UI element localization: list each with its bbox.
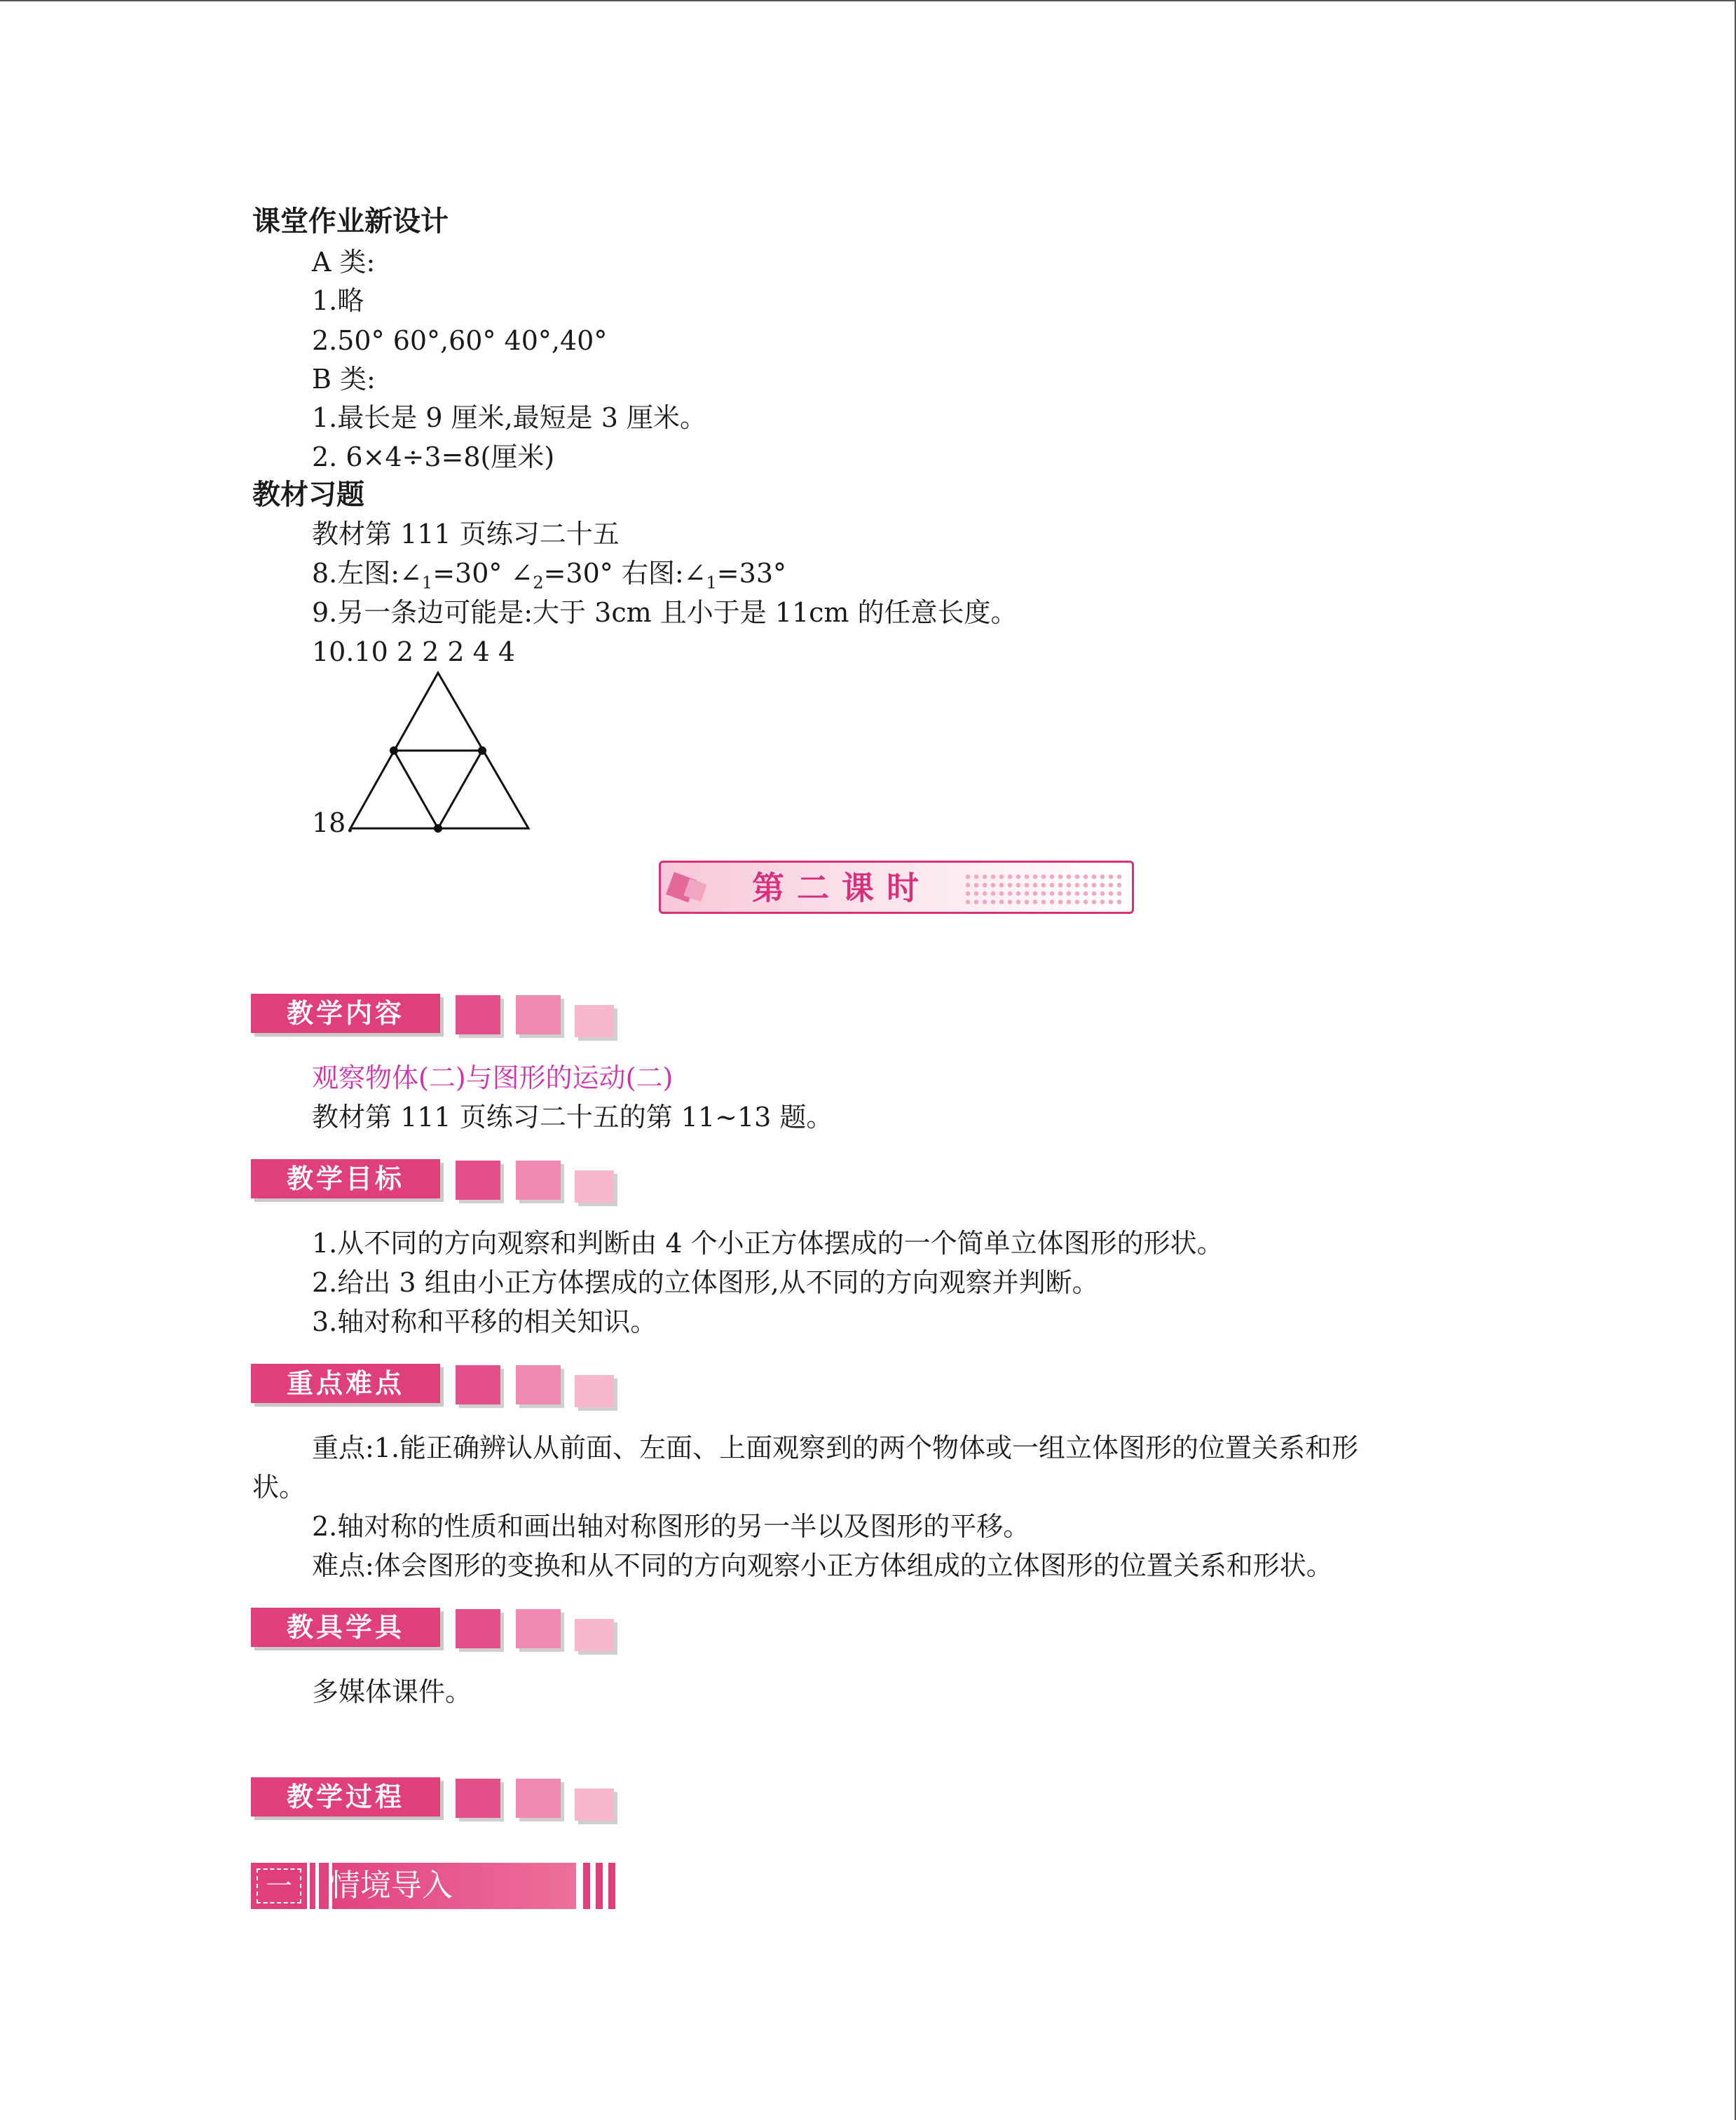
square-decoration	[456, 995, 500, 1034]
section-label: 重点难点	[251, 1364, 440, 1403]
homework-a-label: A 类:	[312, 247, 376, 278]
section-header-content	[251, 990, 622, 1039]
homework-a2: 2.50° 60°,60° 40°,40°	[312, 325, 608, 356]
exercises-line1: 教材第 111 页练习二十五	[312, 519, 620, 549]
right-midpoint-dot	[478, 746, 486, 755]
step-tail-bar	[608, 1863, 615, 1909]
section-label: 教学过程	[251, 1777, 440, 1817]
square-decoration	[516, 995, 561, 1034]
square-decoration	[575, 1375, 614, 1407]
square-decoration	[575, 1619, 614, 1651]
lesson-banner	[659, 861, 1134, 914]
section-label: 教具学具	[251, 1608, 440, 1647]
content-line2: 教材第 111 页练习二十五的第 11~13 题。	[312, 1102, 833, 1133]
triangle-figure	[343, 666, 540, 834]
exercises-line8: 8.左图$:\angle_1=30^\circ$ $\angle_2=30^\circ$ 右图$:\angle_1=33^\circ$	[312, 558, 786, 593]
tools-line1: 多媒体课件。	[312, 1676, 472, 1707]
banner-dot-pattern	[964, 873, 1125, 905]
step-banner	[251, 1863, 636, 1909]
inner-triangle	[394, 751, 482, 828]
section-header-goals	[251, 1155, 622, 1204]
homework-b-label: B 类:	[312, 364, 376, 395]
left-midpoint-dot	[390, 746, 398, 755]
square-decoration	[516, 1609, 561, 1648]
homework-heading: 课堂作业新设计	[252, 205, 449, 238]
key-points-line1-wrap: 状。	[252, 1472, 306, 1503]
homework-b2: 2. 6×4÷3=8(厘米)	[312, 442, 555, 472]
section-header-tools	[251, 1603, 622, 1653]
exercises-line18: 18.	[312, 807, 355, 838]
square-decoration	[456, 1365, 500, 1404]
homework-a1: 1.略	[312, 285, 364, 316]
square-decoration	[456, 1779, 500, 1818]
key-points-line2: 2.轴对称的性质和画出轴对称图形的另一半以及图形的平移。	[312, 1511, 1030, 1542]
goals-line2: 2.给出 3 组由小正方体摆成的立体图形,从不同的方向观察并判断。	[312, 1267, 1099, 1298]
square-decoration	[516, 1779, 561, 1818]
section-label: 教学目标	[251, 1159, 440, 1198]
key-points-line1: 重点:1.能正确辨认从前面、左面、上面观察到的两个物体或一组立体图形的位置关系和形	[312, 1432, 1359, 1463]
goals-line3: 3.轴对称和平移的相关知识。	[312, 1306, 657, 1337]
square-decoration	[575, 1789, 614, 1821]
key-points-line3: 难点:体会图形的变换和从不同的方向观察小正方体组成的立体图形的位置关系和形状。	[312, 1550, 1333, 1581]
exercises-heading: 教材习题	[252, 479, 364, 511]
lesson-banner-title: 第二课时	[752, 869, 931, 907]
step-number-box	[251, 1863, 307, 1909]
homework-b1: 1.最长是 9 厘米,最短是 3 厘米。	[312, 402, 707, 433]
content-title: 观察物体(二)与图形的运动(二)	[312, 1062, 674, 1093]
square-decoration	[575, 1005, 614, 1037]
bottom-midpoint-dot	[434, 824, 442, 833]
step-number: 一	[257, 1868, 301, 1903]
exercises-line9: 9.另一条边可能是:大于 3cm 且小于是 11cm 的任意长度。	[312, 597, 1018, 628]
exercises-line10: 10.10 2 2 2 4 4	[312, 636, 516, 667]
section-label: 教学内容	[251, 994, 440, 1033]
step-tail-bar	[596, 1863, 603, 1909]
square-decoration	[516, 1365, 561, 1404]
square-decoration	[456, 1161, 500, 1200]
step-tail-bar	[583, 1863, 590, 1909]
goals-line1: 1.从不同的方向观察和判断由 4 个小正方体摆成的一个简单立体图形的形状。	[312, 1228, 1224, 1259]
step-label: 情境导入	[329, 1868, 453, 1903]
top-border	[0, 0, 1736, 1]
square-decoration	[456, 1609, 500, 1648]
section-header-key-points	[251, 1360, 622, 1409]
square-decoration	[575, 1170, 614, 1203]
square-decoration	[516, 1161, 561, 1200]
section-header-process	[251, 1773, 622, 1822]
